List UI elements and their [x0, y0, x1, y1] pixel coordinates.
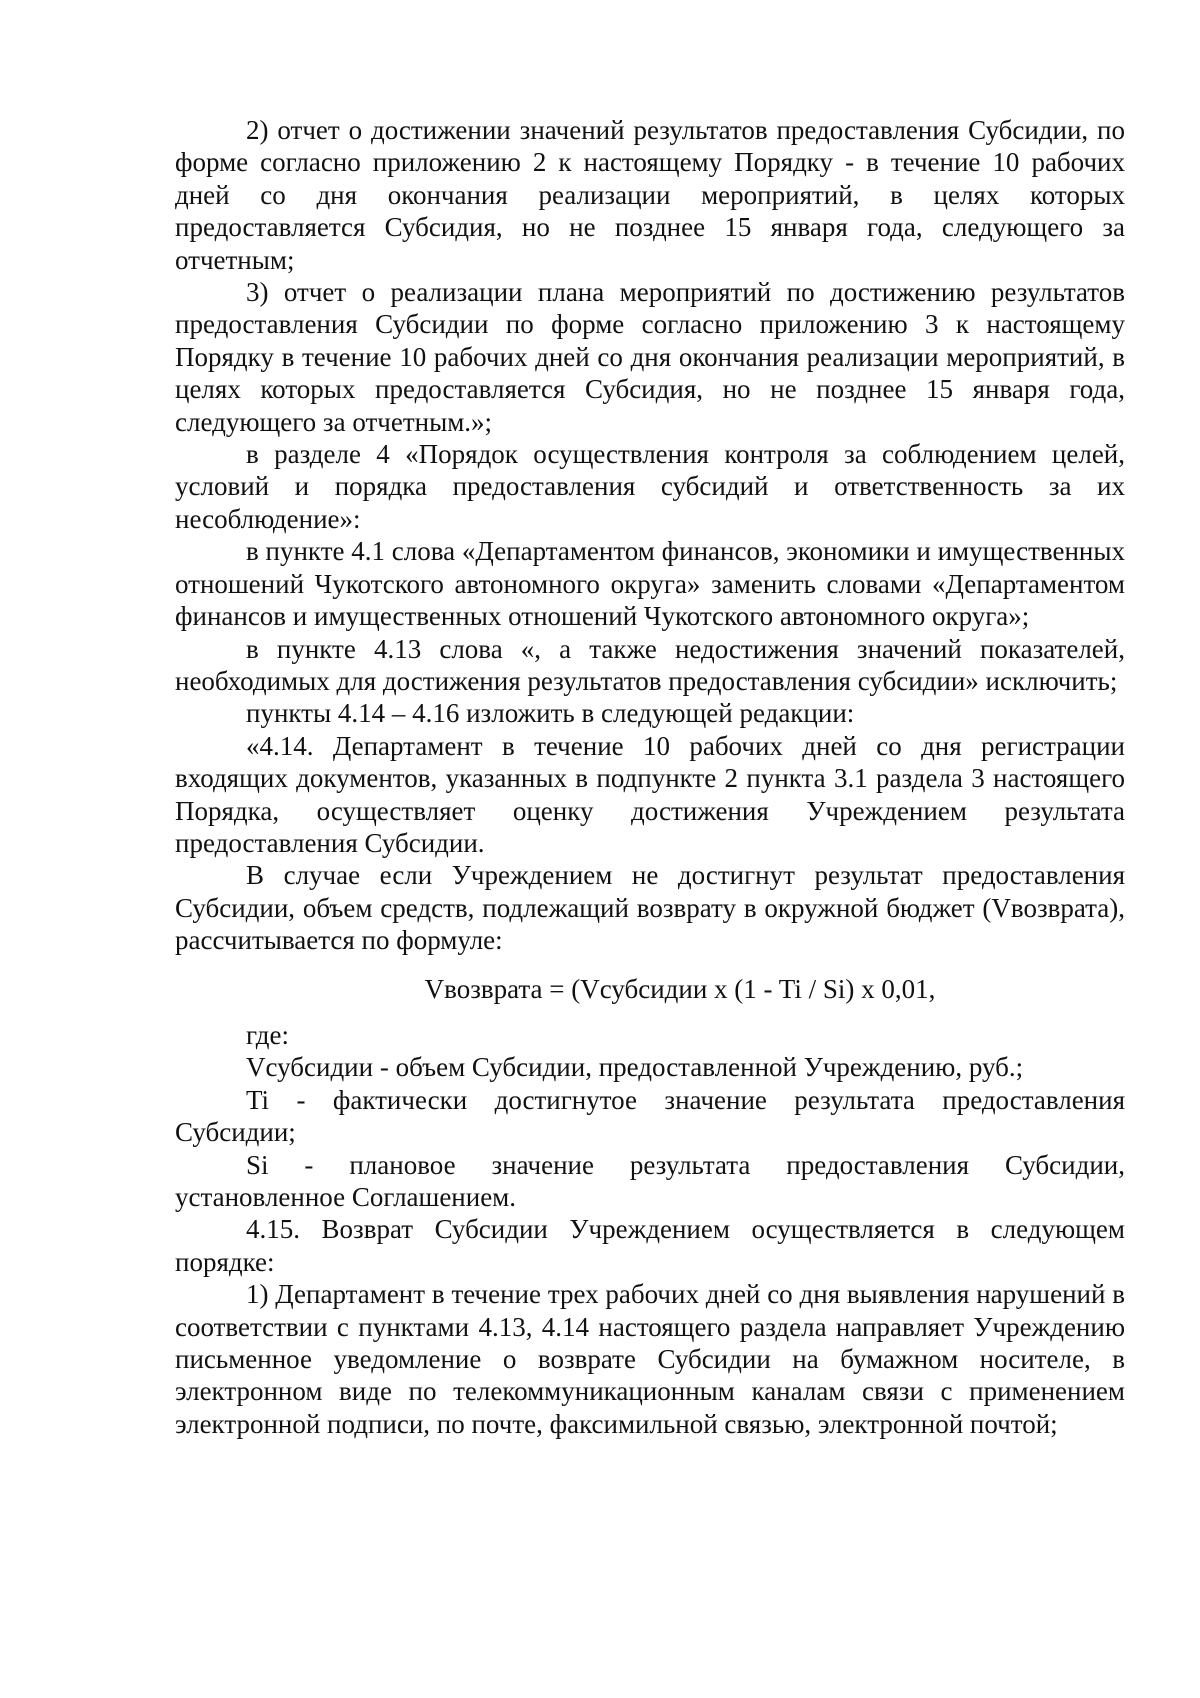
paragraph-ti: Ti - фактически достигнутое значение результата предоставления Субсидии;: [175, 1084, 1125, 1148]
paragraph-report-plan: 3) отчет о реализации плана мероприятий по достижению результатов предоставления Субсидии по форме согласно приложению 3 к настоящему Порядку в течение 10 рабочих дней со дня окончания реализации мероприятий, в целях которых предоставляется Субсидия, но не позднее 15 января года, следующего за отчетным.»;: [175, 277, 1125, 437]
paragraph-v-subsidy: Vсубсидии - объем Субсидии, предоставленной Учреждению, руб.;: [246, 1052, 1024, 1083]
paragraph-si: Si - плановое значение результата предоставления Субсидии, установленное Соглашением.: [175, 1149, 1125, 1212]
paragraph-item-4-14: «4.14. Департамент в течение 10 рабочих дней со дня регистрации входящих документов, указанных в подпункте 2 пункта 3.1 раздела 3 настоящего Порядка, осуществляет оценку достижения Учреждением результата предоставления Субсидии.: [175, 730, 1125, 858]
paragraph-report-results: 2) отчет о достижении значений результатов предоставления Субсидии, по форме согласно приложению 2 к настоящему Порядку - в течение 10 рабочих дней со дня окончания реализации мероприятий, в целях которых предоставляется Субсидия, но не позднее 15 января года, следующего за отчетным;: [175, 115, 1125, 275]
formula: Vвозврата = (Vсубсидии x (1 - Ti / Si) x 0,01,: [424, 973, 936, 1004]
paragraph-item-4-15: 4.15. Возврат Субсидии Учреждением осуществляется в следующем порядке:: [175, 1214, 1125, 1277]
paragraph-item-4-13: в пункте 4.13 слова «, а также недостижения значений показателей, необходимых для достижения результатов предоставления субсидии» исключить;: [175, 633, 1125, 696]
paragraph-items-4-14-4-16: пункты 4.14 – 4.16 изложить в следующей редакции:: [246, 698, 855, 729]
paragraph-not-achieved: В случае если Учреждением не достигнут результат предоставления Субсидии, объем средств, подлежащий возврату в окружной бюджет (Vвозврата), рассчитывается по формуле:: [175, 860, 1125, 956]
paragraph-notice: 1) Департамент в течение трех рабочих дней со дня выявления нарушений в соответствии с пунктами 4.13, 4.14 настоящего раздела направляет Учреждению письменное уведомление о возврате Субсидии на бумажном носителе, в электронном виде по телекоммуникационным каналам связи с применением электронной подписи, по почте, факсимильной связью, электронной почтой;: [175, 1279, 1125, 1439]
paragraph-item-4-1: в пункте 4.1 слова «Департаментом финансов, экономики и имущественных отношений Чукотского автономного округа» заменить словами «Департаментом финансов и имущественных отношений Чукотского автономного округа»;: [175, 536, 1125, 632]
paragraph-where: где:: [246, 1019, 289, 1050]
document-page: [175, 114, 1125, 1440]
paragraph-section-4: в разделе 4 «Порядок осуществления контроля за соблюдением целей, условий и порядка предоставления субсидий и ответственность за их несоблюдение»:: [175, 439, 1125, 534]
